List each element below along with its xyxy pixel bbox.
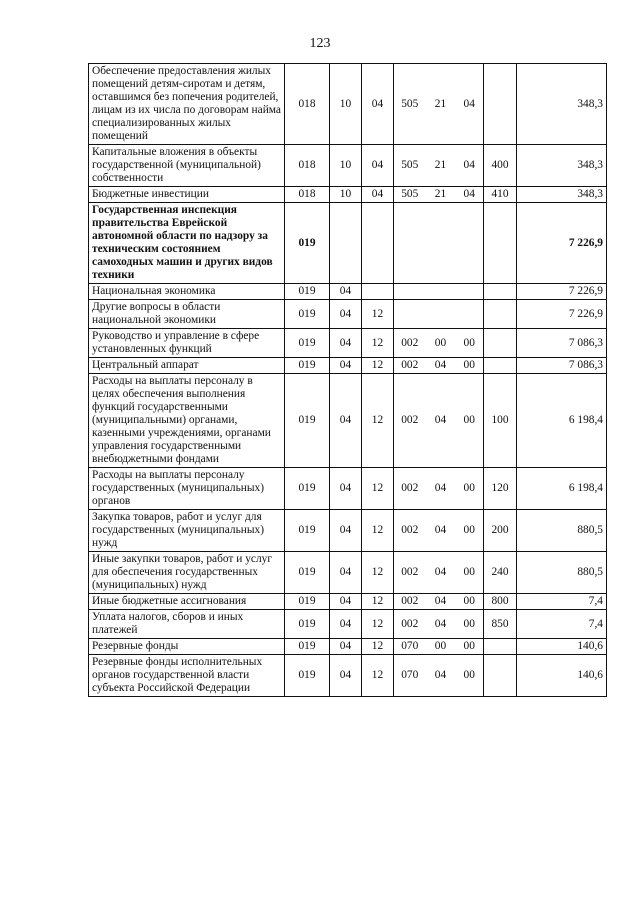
expense-name: Центральный аппарат bbox=[89, 358, 285, 374]
subsection-code: 12 bbox=[362, 610, 394, 639]
section-code: 04 bbox=[330, 610, 362, 639]
subsection-code bbox=[362, 284, 394, 300]
amount: 7,4 bbox=[517, 610, 607, 639]
target-article-code-part1: 002 bbox=[394, 510, 426, 552]
target-article-code-part1: 505 bbox=[394, 64, 426, 145]
amount: 6 198,4 bbox=[517, 468, 607, 510]
expense-name: Расходы на выплаты персоналу в целях обеспечения выполнения функций государственными (муниципальными) органами, казенными учреждениями, органами управления государственными внебюджетными фондами bbox=[89, 374, 285, 468]
target-article-code-part2: 04 bbox=[426, 594, 456, 610]
amount: 880,5 bbox=[517, 552, 607, 594]
target-article-code-part3 bbox=[456, 300, 484, 329]
target-article-code-part2: 00 bbox=[426, 639, 456, 655]
expense-name: Обеспечение предоставления жилых помещений детям-сиротам и детям, оставшимся без попечения родителей, лицам из их числа по договорам найма специализированных жилых помещений bbox=[89, 64, 285, 145]
subsection-code: 04 bbox=[362, 187, 394, 203]
target-article-code-part2 bbox=[426, 203, 456, 284]
section-code: 10 bbox=[330, 187, 362, 203]
amount: 6 198,4 bbox=[517, 374, 607, 468]
target-article-code-part2: 04 bbox=[426, 610, 456, 639]
expense-name: Иные бюджетные ассигнования bbox=[89, 594, 285, 610]
ministry-code: 018 bbox=[285, 145, 330, 187]
ministry-code: 019 bbox=[285, 610, 330, 639]
target-article-code-part3: 00 bbox=[456, 639, 484, 655]
ministry-code: 019 bbox=[285, 468, 330, 510]
amount: 7 086,3 bbox=[517, 329, 607, 358]
section-code: 04 bbox=[330, 300, 362, 329]
subsection-code: 12 bbox=[362, 655, 394, 697]
target-article-code-part1 bbox=[394, 300, 426, 329]
amount: 348,3 bbox=[517, 187, 607, 203]
target-article-code-part2 bbox=[426, 300, 456, 329]
target-article-code-part3: 00 bbox=[456, 510, 484, 552]
target-article-code-part3: 00 bbox=[456, 610, 484, 639]
target-article-code-part3: 00 bbox=[456, 329, 484, 358]
section-code: 04 bbox=[330, 639, 362, 655]
amount: 880,5 bbox=[517, 510, 607, 552]
target-article-code-part3: 00 bbox=[456, 358, 484, 374]
subsection-code: 12 bbox=[362, 300, 394, 329]
ministry-code: 019 bbox=[285, 552, 330, 594]
ministry-code: 019 bbox=[285, 329, 330, 358]
target-article-code-part3: 04 bbox=[456, 187, 484, 203]
target-article-code-part1: 505 bbox=[394, 187, 426, 203]
expense-type-code: 800 bbox=[484, 594, 517, 610]
subsection-code: 12 bbox=[362, 639, 394, 655]
amount: 7 226,9 bbox=[517, 203, 607, 284]
expense-type-code bbox=[484, 639, 517, 655]
subsection-code: 04 bbox=[362, 64, 394, 145]
expense-name: Резервные фонды исполнительных органов государственной власти субъекта Российской Федерации bbox=[89, 655, 285, 697]
expense-name: Национальная экономика bbox=[89, 284, 285, 300]
target-article-code-part2: 04 bbox=[426, 552, 456, 594]
subsection-code: 12 bbox=[362, 374, 394, 468]
section-code: 04 bbox=[330, 374, 362, 468]
table-row bbox=[89, 594, 607, 610]
table-row bbox=[89, 610, 607, 639]
target-article-code-part3 bbox=[456, 284, 484, 300]
amount: 348,3 bbox=[517, 145, 607, 187]
ministry-code: 019 bbox=[285, 655, 330, 697]
expense-name: Закупка товаров, работ и услуг для государственных (муниципальных) нужд bbox=[89, 510, 285, 552]
table-row bbox=[89, 300, 607, 329]
target-article-code-part1 bbox=[394, 203, 426, 284]
table-row bbox=[89, 64, 607, 145]
ministry-code: 018 bbox=[285, 64, 330, 145]
amount: 348,3 bbox=[517, 64, 607, 145]
target-article-code-part1: 070 bbox=[394, 655, 426, 697]
target-article-code-part2: 04 bbox=[426, 510, 456, 552]
expense-type-code bbox=[484, 358, 517, 374]
subsection-code: 12 bbox=[362, 358, 394, 374]
amount: 7 226,9 bbox=[517, 284, 607, 300]
amount: 140,6 bbox=[517, 639, 607, 655]
expense-name: Государственная инспекция правительства Еврейской автономной области по надзору за техническим состоянием самоходных машин и других видов техники bbox=[89, 203, 285, 284]
ministry-code: 019 bbox=[285, 594, 330, 610]
expense-name: Резервные фонды bbox=[89, 639, 285, 655]
amount: 140,6 bbox=[517, 655, 607, 697]
target-article-code-part1 bbox=[394, 284, 426, 300]
expense-type-code: 200 bbox=[484, 510, 517, 552]
target-article-code-part3: 04 bbox=[456, 145, 484, 187]
section-code: 10 bbox=[330, 145, 362, 187]
target-article-code-part3: 00 bbox=[456, 468, 484, 510]
expense-type-code: 400 bbox=[484, 145, 517, 187]
section-code: 04 bbox=[330, 284, 362, 300]
target-article-code-part2: 00 bbox=[426, 329, 456, 358]
expense-name: Другие вопросы в области национальной экономики bbox=[89, 300, 285, 329]
ministry-code: 019 bbox=[285, 374, 330, 468]
table-row bbox=[89, 468, 607, 510]
section-code bbox=[330, 203, 362, 284]
target-article-code-part3: 00 bbox=[456, 655, 484, 697]
ministry-code: 019 bbox=[285, 510, 330, 552]
target-article-code-part2: 21 bbox=[426, 64, 456, 145]
subsection-code: 12 bbox=[362, 468, 394, 510]
target-article-code-part2: 04 bbox=[426, 655, 456, 697]
expense-name: Уплата налогов, сборов и иных платежей bbox=[89, 610, 285, 639]
section-code: 04 bbox=[330, 468, 362, 510]
expense-name: Расходы на выплаты персоналу государственных (муниципальных) органов bbox=[89, 468, 285, 510]
amount: 7,4 bbox=[517, 594, 607, 610]
expense-type-code bbox=[484, 203, 517, 284]
section-code: 04 bbox=[330, 655, 362, 697]
target-article-code-part2: 21 bbox=[426, 187, 456, 203]
amount: 7 226,9 bbox=[517, 300, 607, 329]
section-code: 04 bbox=[330, 329, 362, 358]
target-article-code-part1: 002 bbox=[394, 358, 426, 374]
table-row bbox=[89, 284, 607, 300]
subsection-code: 12 bbox=[362, 552, 394, 594]
section-code: 04 bbox=[330, 594, 362, 610]
budget-table bbox=[88, 63, 607, 697]
subsection-code: 12 bbox=[362, 594, 394, 610]
table-row bbox=[89, 358, 607, 374]
target-article-code-part1: 505 bbox=[394, 145, 426, 187]
target-article-code-part1: 070 bbox=[394, 639, 426, 655]
table-row bbox=[89, 510, 607, 552]
table-row bbox=[89, 145, 607, 187]
expense-name: Бюджетные инвестиции bbox=[89, 187, 285, 203]
target-article-code-part2: 21 bbox=[426, 145, 456, 187]
target-article-code-part2: 04 bbox=[426, 468, 456, 510]
subsection-code: 12 bbox=[362, 510, 394, 552]
ministry-code: 019 bbox=[285, 203, 330, 284]
target-article-code-part3: 00 bbox=[456, 594, 484, 610]
target-article-code-part2 bbox=[426, 284, 456, 300]
page-number: 123 bbox=[309, 36, 331, 51]
table-row bbox=[89, 639, 607, 655]
expense-type-code: 410 bbox=[484, 187, 517, 203]
table-row bbox=[89, 187, 607, 203]
subsection-code: 12 bbox=[362, 329, 394, 358]
target-article-code-part2: 04 bbox=[426, 374, 456, 468]
target-article-code-part3: 04 bbox=[456, 64, 484, 145]
target-article-code-part1: 002 bbox=[394, 329, 426, 358]
target-article-code-part3 bbox=[456, 203, 484, 284]
table-row bbox=[89, 655, 607, 697]
ministry-code: 019 bbox=[285, 358, 330, 374]
subsection-code bbox=[362, 203, 394, 284]
ministry-code: 019 bbox=[285, 284, 330, 300]
section-code: 04 bbox=[330, 358, 362, 374]
section-code: 10 bbox=[330, 64, 362, 145]
ministry-code: 019 bbox=[285, 639, 330, 655]
table-row bbox=[89, 329, 607, 358]
target-article-code-part1: 002 bbox=[394, 374, 426, 468]
expense-name: Руководство и управление в сфере установленных функций bbox=[89, 329, 285, 358]
target-article-code-part1: 002 bbox=[394, 552, 426, 594]
amount: 7 086,3 bbox=[517, 358, 607, 374]
expense-type-code bbox=[484, 64, 517, 145]
section-code: 04 bbox=[330, 552, 362, 594]
target-article-code-part3: 00 bbox=[456, 552, 484, 594]
expense-name: Иные закупки товаров, работ и услуг для обеспечения государственных (муниципальных) нужд bbox=[89, 552, 285, 594]
expense-name: Капитальные вложения в объекты государственной (муниципальной) собственности bbox=[89, 145, 285, 187]
expense-type-code: 120 bbox=[484, 468, 517, 510]
table-row bbox=[89, 203, 607, 284]
ministry-code: 019 bbox=[285, 300, 330, 329]
target-article-code-part1: 002 bbox=[394, 468, 426, 510]
target-article-code-part2: 04 bbox=[426, 358, 456, 374]
ministry-code: 018 bbox=[285, 187, 330, 203]
subsection-code: 04 bbox=[362, 145, 394, 187]
expense-type-code bbox=[484, 284, 517, 300]
expense-type-code bbox=[484, 655, 517, 697]
table-row bbox=[89, 552, 607, 594]
target-article-code-part3: 00 bbox=[456, 374, 484, 468]
target-article-code-part1: 002 bbox=[394, 610, 426, 639]
table-row bbox=[89, 374, 607, 468]
expense-type-code: 240 bbox=[484, 552, 517, 594]
section-code: 04 bbox=[330, 510, 362, 552]
expense-type-code: 850 bbox=[484, 610, 517, 639]
expense-type-code: 100 bbox=[484, 374, 517, 468]
target-article-code-part1: 002 bbox=[394, 594, 426, 610]
expense-type-code bbox=[484, 329, 517, 358]
expense-type-code bbox=[484, 300, 517, 329]
